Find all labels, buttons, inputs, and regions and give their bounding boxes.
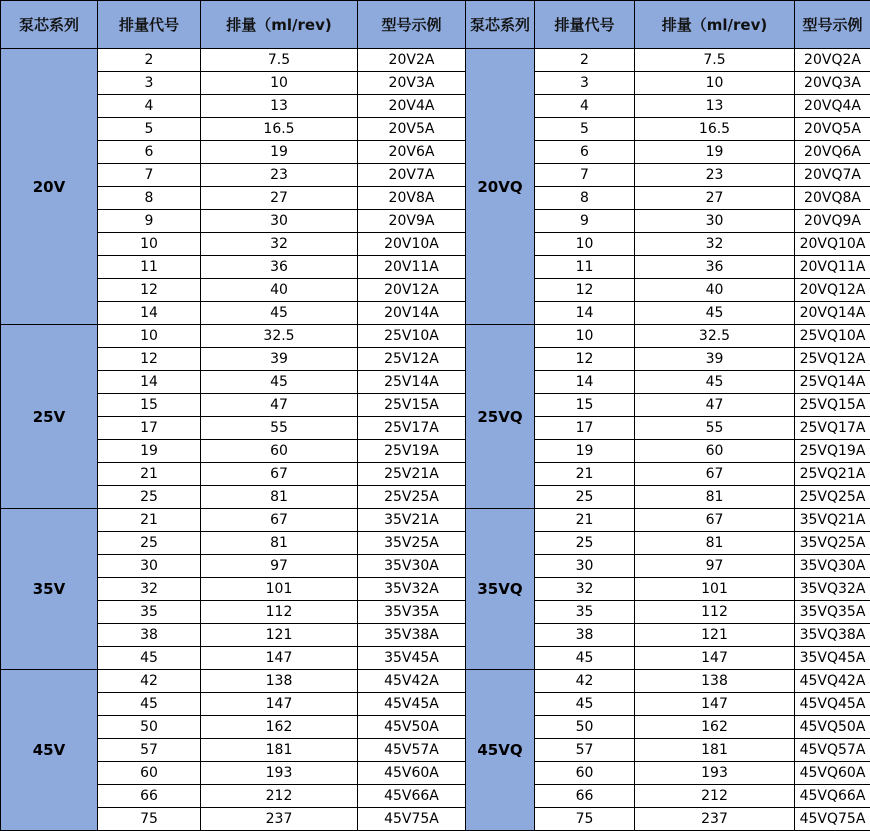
cell-code-right: 9 xyxy=(535,210,635,233)
cell-displacement-right: 81 xyxy=(635,486,795,509)
table-row xyxy=(1,302,870,325)
cell-model-right: 45VQ60A xyxy=(795,762,870,785)
cell-code-right: 5 xyxy=(535,118,635,141)
cell-model-left: 45V60A xyxy=(358,762,466,785)
cell-displacement-left: 97 xyxy=(201,555,358,578)
cell-model-right: 35VQ45A xyxy=(795,647,870,670)
cell-displacement-left: 193 xyxy=(201,762,358,785)
cell-displacement-left: 162 xyxy=(201,716,358,739)
cell-model-right: 25VQ10A xyxy=(795,325,870,348)
table-row xyxy=(1,486,870,509)
table-row xyxy=(1,808,870,831)
cell-model-right: 45VQ57A xyxy=(795,739,870,762)
cell-displacement-right: 60 xyxy=(635,440,795,463)
cell-model-right: 45VQ66A xyxy=(795,785,870,808)
cell-code-right: 60 xyxy=(535,762,635,785)
table-row xyxy=(1,187,870,210)
cell-model-right: 35VQ38A xyxy=(795,624,870,647)
cell-displacement-left: 36 xyxy=(201,256,358,279)
cell-code-left: 10 xyxy=(98,325,201,348)
cell-model-right: 25VQ15A xyxy=(795,394,870,417)
cell-displacement-left: 55 xyxy=(201,417,358,440)
cell-displacement-left: 39 xyxy=(201,348,358,371)
cell-model-left: 45V45A xyxy=(358,693,466,716)
cell-code-left: 45 xyxy=(98,647,201,670)
table-row xyxy=(1,141,870,164)
header-code-right: 排量代号 xyxy=(535,1,635,49)
cell-model-right: 20VQ8A xyxy=(795,187,870,210)
cell-model-right: 20VQ9A xyxy=(795,210,870,233)
cell-displacement-right: 30 xyxy=(635,210,795,233)
cell-displacement-right: 47 xyxy=(635,394,795,417)
cell-model-left: 25V19A xyxy=(358,440,466,463)
cell-code-left: 38 xyxy=(98,624,201,647)
series-cell-right: 35VQ xyxy=(466,509,535,670)
cell-code-right: 12 xyxy=(535,348,635,371)
cell-code-right: 45 xyxy=(535,647,635,670)
cell-code-left: 45 xyxy=(98,693,201,716)
cell-code-right: 32 xyxy=(535,578,635,601)
table-row xyxy=(1,532,870,555)
cell-model-left: 35V30A xyxy=(358,555,466,578)
cell-code-right: 50 xyxy=(535,716,635,739)
cell-displacement-right: 39 xyxy=(635,348,795,371)
cell-model-right: 25VQ25A xyxy=(795,486,870,509)
cell-displacement-right: 23 xyxy=(635,164,795,187)
series-cell-right: 20VQ xyxy=(466,49,535,325)
cell-model-right: 20VQ2A xyxy=(795,49,870,72)
cell-displacement-left: 45 xyxy=(201,371,358,394)
cell-code-left: 19 xyxy=(98,440,201,463)
cell-model-left: 20V6A xyxy=(358,141,466,164)
cell-displacement-left: 30 xyxy=(201,210,358,233)
table-row xyxy=(1,279,870,302)
cell-displacement-left: 27 xyxy=(201,187,358,210)
cell-displacement-left: 67 xyxy=(201,463,358,486)
cell-code-right: 15 xyxy=(535,394,635,417)
cell-model-right: 20VQ4A xyxy=(795,95,870,118)
cell-code-left: 50 xyxy=(98,716,201,739)
cell-model-left: 35V45A xyxy=(358,647,466,670)
table-row xyxy=(1,647,870,670)
cell-code-left: 57 xyxy=(98,739,201,762)
cell-model-left: 35V35A xyxy=(358,601,466,624)
cell-model-right: 35VQ30A xyxy=(795,555,870,578)
cell-code-right: 66 xyxy=(535,785,635,808)
cell-displacement-left: 212 xyxy=(201,785,358,808)
cell-code-left: 25 xyxy=(98,486,201,509)
cell-displacement-left: 10 xyxy=(201,72,358,95)
cell-code-right: 25 xyxy=(535,486,635,509)
cell-code-left: 5 xyxy=(98,118,201,141)
cell-code-right: 38 xyxy=(535,624,635,647)
table-row xyxy=(1,624,870,647)
cell-model-left: 25V21A xyxy=(358,463,466,486)
series-cell-left: 25V xyxy=(1,325,98,509)
cell-displacement-right: 67 xyxy=(635,463,795,486)
cell-model-left: 45V50A xyxy=(358,716,466,739)
cell-code-right: 45 xyxy=(535,693,635,716)
table-row xyxy=(1,72,870,95)
table-row xyxy=(1,371,870,394)
cell-displacement-left: 138 xyxy=(201,670,358,693)
series-cell-right: 45VQ xyxy=(466,670,535,831)
table-row xyxy=(1,164,870,187)
cell-code-right: 10 xyxy=(535,233,635,256)
header-model-left: 型号示例 xyxy=(358,1,466,49)
cell-displacement-left: 32 xyxy=(201,233,358,256)
cell-code-left: 10 xyxy=(98,233,201,256)
cell-displacement-right: 55 xyxy=(635,417,795,440)
cell-displacement-right: 193 xyxy=(635,762,795,785)
cell-displacement-right: 40 xyxy=(635,279,795,302)
table-row xyxy=(1,785,870,808)
cell-displacement-left: 81 xyxy=(201,486,358,509)
cell-code-left: 8 xyxy=(98,187,201,210)
cell-model-left: 20V14A xyxy=(358,302,466,325)
table-row xyxy=(1,210,870,233)
cell-displacement-left: 121 xyxy=(201,624,358,647)
cell-code-left: 2 xyxy=(98,49,201,72)
table-row xyxy=(1,394,870,417)
table-row xyxy=(1,578,870,601)
cell-model-right: 20VQ10A xyxy=(795,233,870,256)
cell-displacement-right: 237 xyxy=(635,808,795,831)
cell-model-left: 25V15A xyxy=(358,394,466,417)
cell-code-right: 12 xyxy=(535,279,635,302)
cell-code-right: 75 xyxy=(535,808,635,831)
cell-code-left: 6 xyxy=(98,141,201,164)
cell-displacement-left: 60 xyxy=(201,440,358,463)
table-row xyxy=(1,49,870,72)
cell-code-right: 14 xyxy=(535,302,635,325)
cell-displacement-right: 16.5 xyxy=(635,118,795,141)
cell-code-left: 25 xyxy=(98,532,201,555)
cell-displacement-right: 27 xyxy=(635,187,795,210)
cell-displacement-left: 101 xyxy=(201,578,358,601)
cell-model-left: 25V25A xyxy=(358,486,466,509)
cell-code-left: 4 xyxy=(98,95,201,118)
cell-displacement-right: 138 xyxy=(635,670,795,693)
cell-code-right: 17 xyxy=(535,417,635,440)
cell-code-right: 6 xyxy=(535,141,635,164)
header-row xyxy=(1,1,870,49)
cell-displacement-left: 47 xyxy=(201,394,358,417)
cell-code-left: 66 xyxy=(98,785,201,808)
cell-code-right: 25 xyxy=(535,532,635,555)
cell-displacement-right: 212 xyxy=(635,785,795,808)
cell-model-left: 45V66A xyxy=(358,785,466,808)
cell-model-right: 35VQ25A xyxy=(795,532,870,555)
cell-displacement-left: 7.5 xyxy=(201,49,358,72)
cell-code-right: 30 xyxy=(535,555,635,578)
cell-model-right: 35VQ21A xyxy=(795,509,870,532)
cell-displacement-right: 36 xyxy=(635,256,795,279)
header-code-left: 排量代号 xyxy=(98,1,201,49)
table-row xyxy=(1,325,870,348)
cell-model-right: 25VQ17A xyxy=(795,417,870,440)
cell-model-right: 25VQ21A xyxy=(795,463,870,486)
cell-code-right: 35 xyxy=(535,601,635,624)
cell-displacement-left: 112 xyxy=(201,601,358,624)
cell-displacement-right: 112 xyxy=(635,601,795,624)
header-series-right: 泵芯系列 xyxy=(466,1,535,49)
cell-model-left: 20V2A xyxy=(358,49,466,72)
cell-displacement-right: 10 xyxy=(635,72,795,95)
table-row xyxy=(1,693,870,716)
cell-model-left: 35V32A xyxy=(358,578,466,601)
cell-model-left: 20V11A xyxy=(358,256,466,279)
series-cell-left: 20V xyxy=(1,49,98,325)
cell-model-right: 20VQ5A xyxy=(795,118,870,141)
cell-code-left: 32 xyxy=(98,578,201,601)
cell-displacement-right: 32.5 xyxy=(635,325,795,348)
cell-displacement-right: 19 xyxy=(635,141,795,164)
cell-model-right: 45VQ50A xyxy=(795,716,870,739)
cell-code-left: 3 xyxy=(98,72,201,95)
cell-displacement-right: 147 xyxy=(635,647,795,670)
cell-code-left: 21 xyxy=(98,509,201,532)
table-row xyxy=(1,95,870,118)
cell-code-left: 35 xyxy=(98,601,201,624)
cell-code-left: 17 xyxy=(98,417,201,440)
cell-code-right: 4 xyxy=(535,95,635,118)
cell-displacement-right: 181 xyxy=(635,739,795,762)
cell-code-right: 21 xyxy=(535,463,635,486)
header-displacement-right: 排量（ml/rev) xyxy=(635,1,795,49)
cell-code-left: 75 xyxy=(98,808,201,831)
cell-displacement-right: 45 xyxy=(635,371,795,394)
cell-code-left: 21 xyxy=(98,463,201,486)
cell-code-right: 8 xyxy=(535,187,635,210)
table-row xyxy=(1,348,870,371)
cell-model-right: 35VQ32A xyxy=(795,578,870,601)
table-row xyxy=(1,716,870,739)
cell-displacement-left: 16.5 xyxy=(201,118,358,141)
cell-displacement-right: 147 xyxy=(635,693,795,716)
cell-code-right: 11 xyxy=(535,256,635,279)
cell-model-left: 35V21A xyxy=(358,509,466,532)
cell-model-left: 20V3A xyxy=(358,72,466,95)
cell-displacement-left: 23 xyxy=(201,164,358,187)
cell-displacement-right: 13 xyxy=(635,95,795,118)
cell-model-right: 45VQ42A xyxy=(795,670,870,693)
table-row xyxy=(1,440,870,463)
cell-code-right: 14 xyxy=(535,371,635,394)
cell-displacement-right: 7.5 xyxy=(635,49,795,72)
cell-displacement-left: 81 xyxy=(201,532,358,555)
header-model-right: 型号示例 xyxy=(795,1,870,49)
cell-code-left: 14 xyxy=(98,302,201,325)
table-row xyxy=(1,463,870,486)
table-row xyxy=(1,233,870,256)
cell-model-left: 35V25A xyxy=(358,532,466,555)
cell-model-left: 45V75A xyxy=(358,808,466,831)
cell-displacement-left: 19 xyxy=(201,141,358,164)
series-cell-right: 25VQ xyxy=(466,325,535,509)
cell-model-right: 25VQ14A xyxy=(795,371,870,394)
cell-displacement-right: 121 xyxy=(635,624,795,647)
cell-code-left: 60 xyxy=(98,762,201,785)
table-row xyxy=(1,601,870,624)
cell-model-left: 20V10A xyxy=(358,233,466,256)
cell-model-right: 25VQ19A xyxy=(795,440,870,463)
header-series-left: 泵芯系列 xyxy=(1,1,98,49)
cell-code-left: 7 xyxy=(98,164,201,187)
cell-model-left: 20V7A xyxy=(358,164,466,187)
cell-code-left: 9 xyxy=(98,210,201,233)
cell-displacement-left: 237 xyxy=(201,808,358,831)
cell-code-left: 12 xyxy=(98,279,201,302)
cell-displacement-left: 32.5 xyxy=(201,325,358,348)
cell-model-left: 20V8A xyxy=(358,187,466,210)
cell-code-left: 30 xyxy=(98,555,201,578)
cell-model-left: 35V38A xyxy=(358,624,466,647)
cell-code-left: 42 xyxy=(98,670,201,693)
cell-displacement-left: 40 xyxy=(201,279,358,302)
cell-code-right: 19 xyxy=(535,440,635,463)
cell-displacement-right: 101 xyxy=(635,578,795,601)
cell-code-right: 57 xyxy=(535,739,635,762)
cell-displacement-left: 67 xyxy=(201,509,358,532)
cell-model-left: 45V57A xyxy=(358,739,466,762)
cell-displacement-right: 67 xyxy=(635,509,795,532)
cell-model-left: 20V12A xyxy=(358,279,466,302)
cell-displacement-right: 32 xyxy=(635,233,795,256)
cell-model-right: 25VQ12A xyxy=(795,348,870,371)
table-row xyxy=(1,118,870,141)
cell-displacement-right: 81 xyxy=(635,532,795,555)
table-row xyxy=(1,555,870,578)
cell-code-right: 21 xyxy=(535,509,635,532)
cell-displacement-right: 162 xyxy=(635,716,795,739)
cell-code-right: 10 xyxy=(535,325,635,348)
cell-model-right: 35VQ35A xyxy=(795,601,870,624)
cell-displacement-left: 147 xyxy=(201,693,358,716)
cell-model-right: 20VQ7A xyxy=(795,164,870,187)
table-row xyxy=(1,417,870,440)
cell-code-left: 11 xyxy=(98,256,201,279)
table-row xyxy=(1,256,870,279)
cell-model-left: 45V42A xyxy=(358,670,466,693)
cell-displacement-left: 45 xyxy=(201,302,358,325)
cell-displacement-right: 97 xyxy=(635,555,795,578)
cell-model-left: 25V14A xyxy=(358,371,466,394)
cell-displacement-left: 147 xyxy=(201,647,358,670)
cell-code-right: 7 xyxy=(535,164,635,187)
table-row xyxy=(1,509,870,532)
table-body xyxy=(1,49,870,831)
cell-model-right: 20VQ6A xyxy=(795,141,870,164)
cell-model-right: 20VQ14A xyxy=(795,302,870,325)
header-displacement-left: 排量（ml/rev) xyxy=(201,1,358,49)
table-row xyxy=(1,739,870,762)
cell-model-right: 20VQ3A xyxy=(795,72,870,95)
table-row xyxy=(1,762,870,785)
cell-code-left: 12 xyxy=(98,348,201,371)
table-row xyxy=(1,670,870,693)
cell-displacement-left: 181 xyxy=(201,739,358,762)
cell-displacement-left: 13 xyxy=(201,95,358,118)
cell-code-left: 14 xyxy=(98,371,201,394)
cell-model-right: 20VQ12A xyxy=(795,279,870,302)
cell-code-right: 42 xyxy=(535,670,635,693)
cell-displacement-right: 45 xyxy=(635,302,795,325)
cell-model-right: 45VQ45A xyxy=(795,693,870,716)
cell-model-left: 25V12A xyxy=(358,348,466,371)
cell-code-left: 15 xyxy=(98,394,201,417)
cell-model-left: 20V5A xyxy=(358,118,466,141)
cell-model-right: 20VQ11A xyxy=(795,256,870,279)
cell-code-right: 3 xyxy=(535,72,635,95)
series-cell-left: 45V xyxy=(1,670,98,831)
cell-model-left: 25V10A xyxy=(358,325,466,348)
cell-model-left: 25V17A xyxy=(358,417,466,440)
cell-model-left: 20V4A xyxy=(358,95,466,118)
cell-model-right: 45VQ75A xyxy=(795,808,870,831)
cell-code-right: 2 xyxy=(535,49,635,72)
series-cell-left: 35V xyxy=(1,509,98,670)
cell-model-left: 20V9A xyxy=(358,210,466,233)
